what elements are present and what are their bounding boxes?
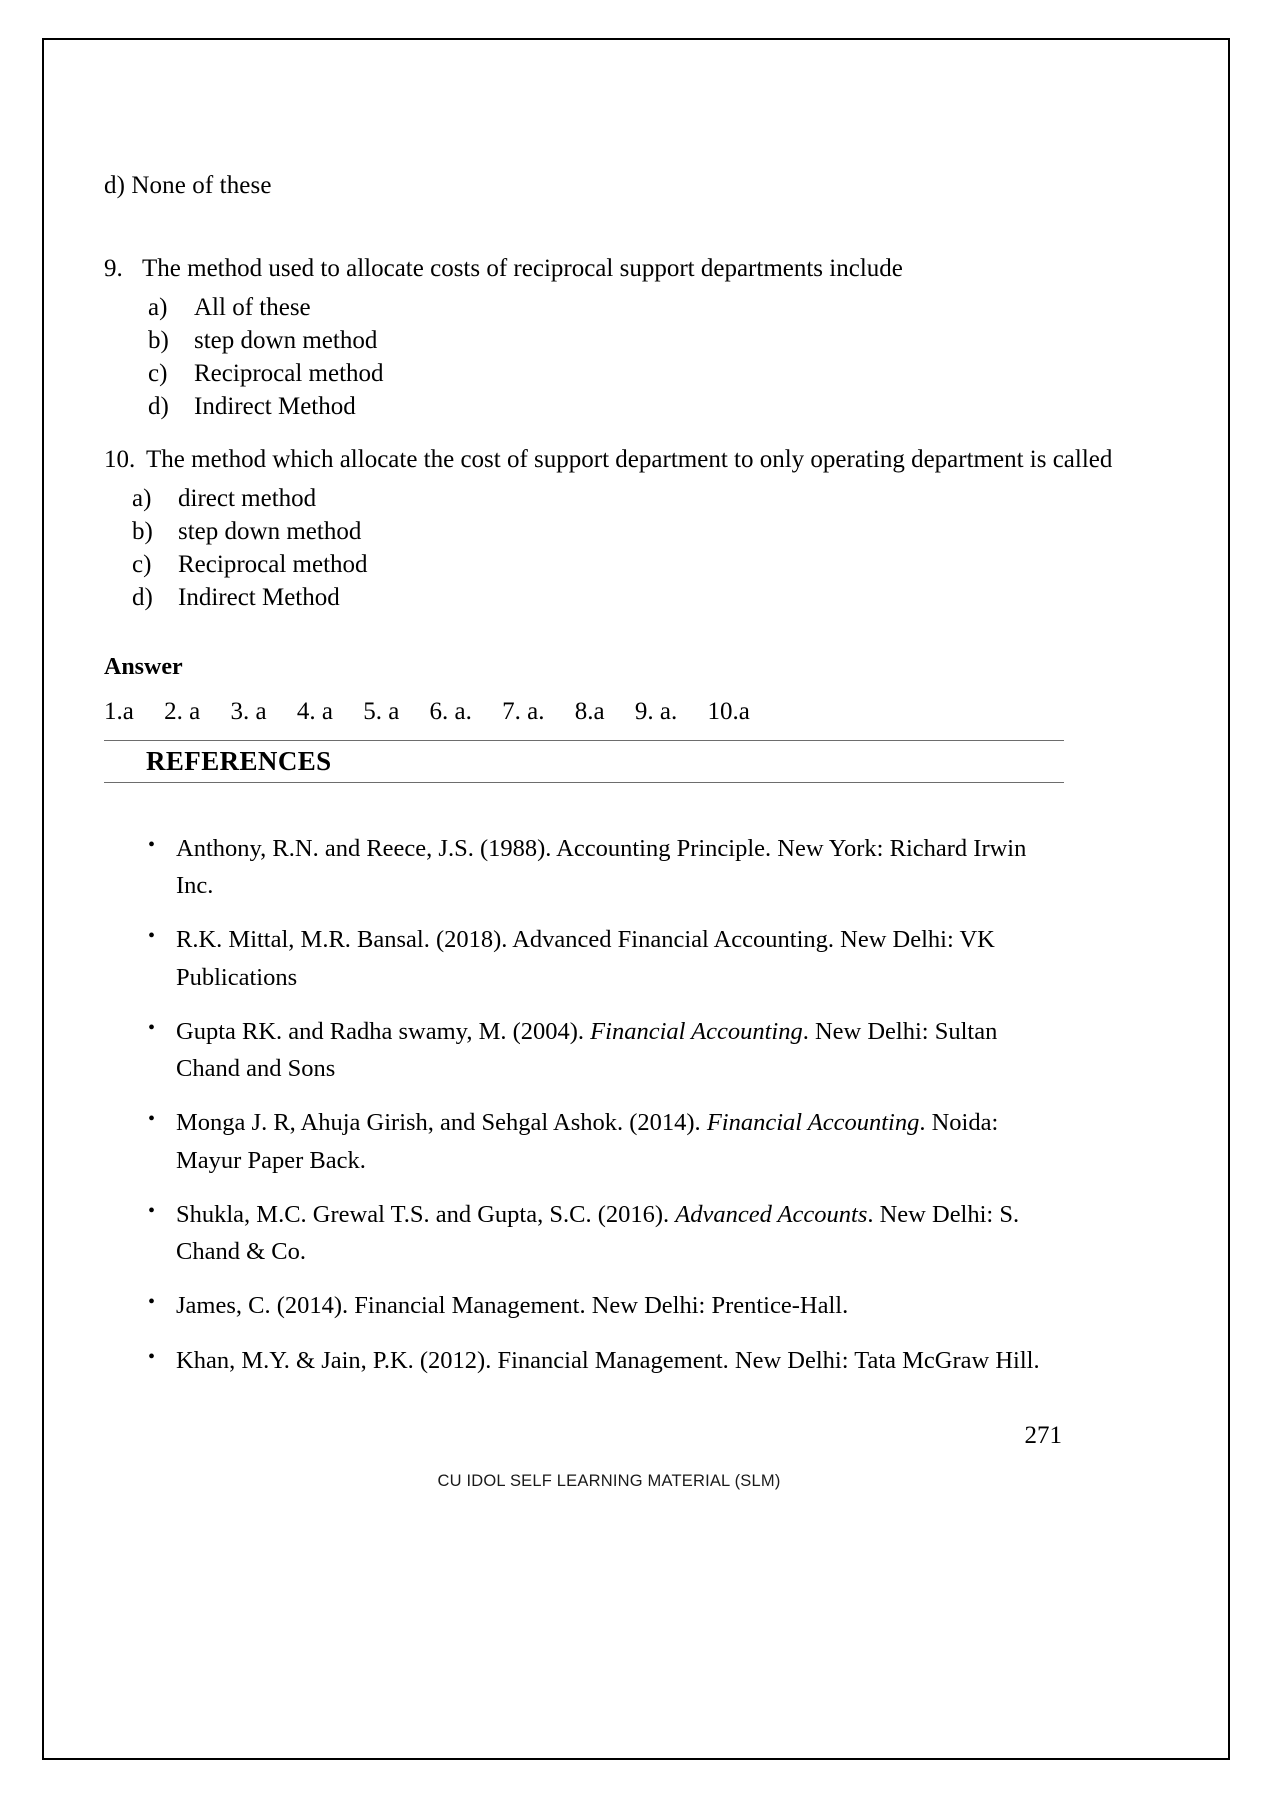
answer-item: 8.a xyxy=(574,698,605,725)
page-content xyxy=(104,40,1114,1758)
option-item[interactable] xyxy=(148,390,1114,423)
question-10 xyxy=(104,444,1114,614)
reference-text: R.K. Mittal, M.R. Bansal. (2018). Advanced Financial Accounting. New Delhi: VK Publications xyxy=(176,926,995,991)
option-label: Indirect Method xyxy=(194,393,356,421)
answer-item: 10.a xyxy=(707,698,750,725)
option-key: c) xyxy=(132,551,152,579)
rule-bottom xyxy=(104,782,1064,783)
option-item[interactable] xyxy=(132,482,1114,515)
question-10-stem xyxy=(104,444,1114,475)
option-label: All of these xyxy=(194,294,311,322)
question-9 xyxy=(104,253,1114,423)
question-9-options xyxy=(148,291,1114,423)
page-border xyxy=(42,38,1230,1760)
reference-item xyxy=(104,921,1064,995)
answer-heading: Answer xyxy=(104,654,183,680)
references-heading-block xyxy=(104,740,1064,783)
bullet-icon: • xyxy=(148,925,156,948)
option-item[interactable] xyxy=(132,548,1114,581)
option-key: d) xyxy=(148,393,169,421)
answer-item: 2. a xyxy=(164,698,201,725)
option-key: a) xyxy=(148,294,168,322)
answer-item: 1.a xyxy=(104,698,134,725)
option-key: c) xyxy=(148,360,168,388)
bullet-icon: • xyxy=(148,1345,156,1368)
option-item[interactable] xyxy=(132,581,1114,614)
bullet-icon: • xyxy=(148,834,156,856)
reference-text: Anthony, R.N. and Reece, J.S. (1988). Accounting Principle. New York: Richard Irwin Inc. xyxy=(176,835,1027,900)
reference-text: Gupta RK. and Radha swamy, M. (2004). Financial Accounting. New Delhi: Sultan Chand and Sons xyxy=(176,1017,998,1083)
references-list xyxy=(104,830,1064,1396)
page-number: 271 xyxy=(1024,1422,1062,1449)
answer-item: 6. a. xyxy=(429,698,472,725)
reference-item xyxy=(104,830,1064,904)
option-label: Indirect Method xyxy=(178,584,340,612)
reference-item xyxy=(104,1013,1064,1087)
option-label: Reciprocal method xyxy=(178,551,368,579)
answer-item: 9. a. xyxy=(634,698,678,725)
option-item[interactable] xyxy=(148,291,1114,324)
bullet-icon: • xyxy=(148,1199,156,1222)
answer-item: 3. a xyxy=(230,698,267,725)
question-10-options xyxy=(132,482,1114,614)
question-9-number: 9. xyxy=(104,255,123,282)
option-key: b) xyxy=(148,327,169,355)
question-10-text: The method which allocate the cost of support department to only operating department is called xyxy=(146,446,1113,473)
option-label: step down method xyxy=(178,518,362,546)
answer-item: 5. a xyxy=(363,698,400,725)
footer-text: CU IDOL SELF LEARNING MATERIAL (SLM) xyxy=(437,1472,781,1490)
reference-text: James, C. (2014). Financial Management. New Delhi: Prentice-Hall. xyxy=(176,1292,849,1320)
answer-item: 4. a xyxy=(296,698,333,725)
reference-text: Shukla, M.C. Grewal T.S. and Gupta, S.C. (2016). Advanced Accounts. New Delhi: S. Chand & Co. xyxy=(176,1200,1020,1266)
question-9-stem xyxy=(104,253,1114,284)
carryover-option: d) None of these xyxy=(104,172,272,199)
answer-item: 7. a. xyxy=(502,698,545,725)
option-label: step down method xyxy=(194,327,378,355)
reference-item xyxy=(104,1104,1064,1178)
option-key: b) xyxy=(132,518,153,546)
reference-text: Khan, M.Y. & Jain, P.K. (2012). Financial Management. New Delhi: Tata McGraw Hill. xyxy=(176,1346,1040,1374)
reference-item xyxy=(104,1342,1064,1379)
option-item[interactable] xyxy=(148,324,1114,357)
option-label: direct method xyxy=(178,485,317,513)
option-key: d) xyxy=(132,584,153,612)
question-10-number: 10. xyxy=(104,446,136,473)
option-label: Reciprocal method xyxy=(194,360,384,388)
option-item[interactable] xyxy=(132,515,1114,548)
reference-item xyxy=(104,1287,1064,1324)
reference-text: Monga J. R, Ahuja Girish, and Sehgal Ashok. (2014). Financial Accounting. Noida: Mayur Paper Back. xyxy=(176,1109,999,1174)
answer-key-row xyxy=(104,698,774,726)
references-heading: REFERENCES xyxy=(146,746,332,776)
option-key: a) xyxy=(132,485,152,513)
question-9-text: The method used to allocate costs of reciprocal support departments include xyxy=(142,255,903,282)
bullet-icon: • xyxy=(148,1108,156,1131)
bullet-icon: • xyxy=(148,1016,156,1039)
option-item[interactable] xyxy=(148,357,1114,390)
bullet-icon: • xyxy=(148,1291,156,1314)
reference-item xyxy=(104,1196,1064,1270)
